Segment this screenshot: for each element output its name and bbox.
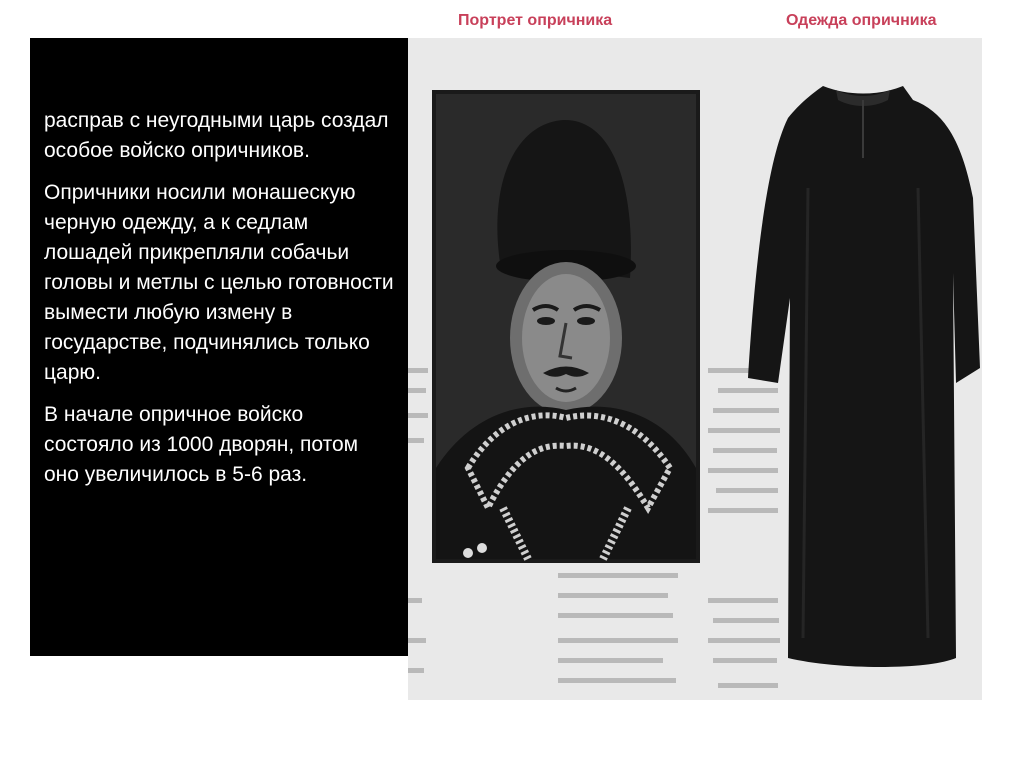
scanned-page-image [408, 38, 982, 700]
paragraph-1: расправ с неугодными царь создал особое войско опричников. [44, 109, 389, 162]
portrait-image [432, 90, 700, 563]
paragraph-3: В начале опричное войско состояло из 1000 дворян, потом оно увеличилось в 5-6 раз. [44, 403, 359, 486]
clothes-caption: Одежда опричника [786, 12, 937, 29]
paragraph-2: Опричники носили монашескую черную одежду, а к седлам лошадей прикрепляли собачьи головы и метлы с целью готовности вымести любую измену в государстве, подчинялись только царю. [44, 181, 394, 384]
portrait-caption: Портрет опричника [458, 12, 613, 29]
text-panel [30, 38, 408, 656]
